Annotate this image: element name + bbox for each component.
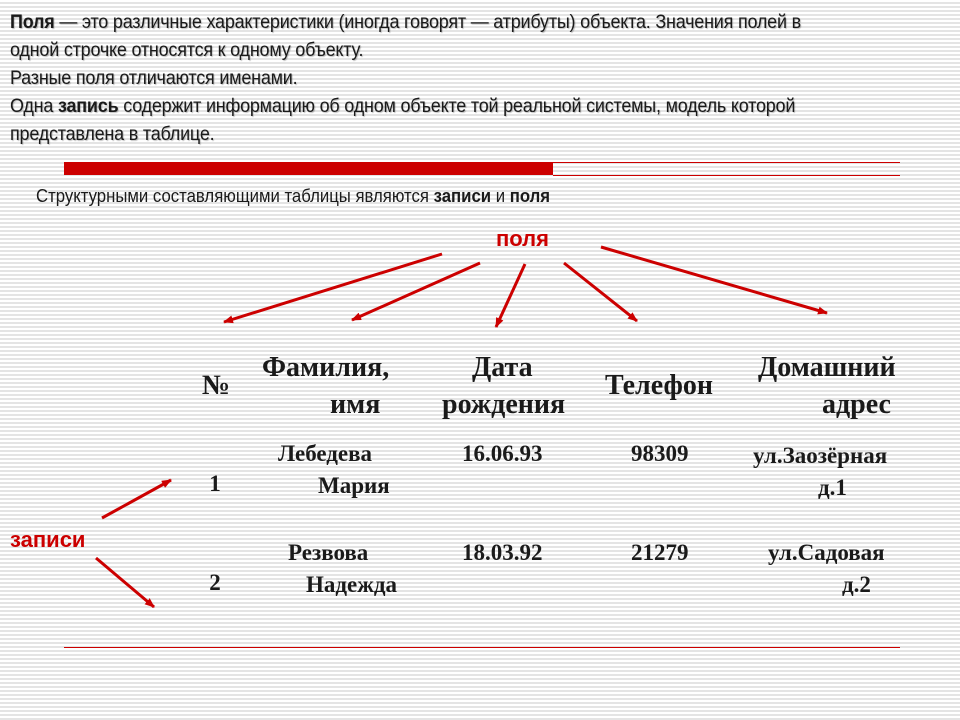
structure-fields-word: поля <box>509 186 551 206</box>
row-2-num: 2 <box>209 570 221 595</box>
intro-line-1-text: — это различные характеристики (иногда говорят — атрибуты) объекта. Значения полей в <box>54 11 801 33</box>
row-2-date: 18.03.92 <box>462 540 543 565</box>
arrow-to-num <box>224 254 442 322</box>
arrow-to-row-2 <box>96 558 154 607</box>
structure-records-word: записи <box>433 186 492 206</box>
intro-line-3: Разные поля отличаются именами. <box>10 67 298 89</box>
structure-conj: и <box>491 186 510 206</box>
intro-line-2: одной строчке относятся к одному объекту. <box>10 39 364 61</box>
row-1-phone: 98309 <box>631 441 689 466</box>
records-label: записи <box>10 527 86 552</box>
header-date-line1: Дата <box>472 352 533 383</box>
arrow-to-date <box>496 264 525 327</box>
structure-text: Структурными составляющими таблицы являются <box>36 186 434 206</box>
header-phone: Телефон <box>605 370 714 401</box>
fields-label: поля <box>496 226 549 251</box>
intro-line-4-start: Одна <box>10 95 58 117</box>
header-address-line1: Домашний <box>758 352 896 383</box>
term-record: запись <box>57 95 119 117</box>
arrow-to-row-1 <box>102 480 171 518</box>
row-2-phone: 21279 <box>631 540 689 565</box>
row-1-street: ул.Заозёрная <box>753 443 888 468</box>
row-1-num: 1 <box>209 471 221 496</box>
row-1-surname: Лебедева <box>278 441 373 466</box>
header-name-line2: имя <box>330 389 381 420</box>
header-date-line2: рождения <box>442 389 566 420</box>
row-2-surname: Резвова <box>288 540 369 565</box>
term-fields: Поля <box>10 11 55 33</box>
intro-line-4-text: содержит информацию об одном объекте той реальной системы, модель которой <box>118 95 796 117</box>
row-2-street: ул.Садовая <box>768 540 885 565</box>
arrow-to-phone <box>564 263 637 321</box>
arrow-to-address <box>601 247 827 313</box>
header-name-line1: Фамилия, <box>262 352 390 383</box>
row-2-house: д.2 <box>842 572 871 597</box>
intro-line-5: представлена в таблице. <box>10 123 215 145</box>
row-1-house: д.1 <box>818 475 847 500</box>
divider-line-footer <box>64 647 900 648</box>
row-1-name: Мария <box>318 473 390 498</box>
arrow-to-name <box>352 263 480 320</box>
row-1-date: 16.06.93 <box>462 441 543 466</box>
header-address-line2: адрес <box>822 389 891 420</box>
row-2-name: Надежда <box>306 572 398 597</box>
header-num: № <box>201 370 231 401</box>
